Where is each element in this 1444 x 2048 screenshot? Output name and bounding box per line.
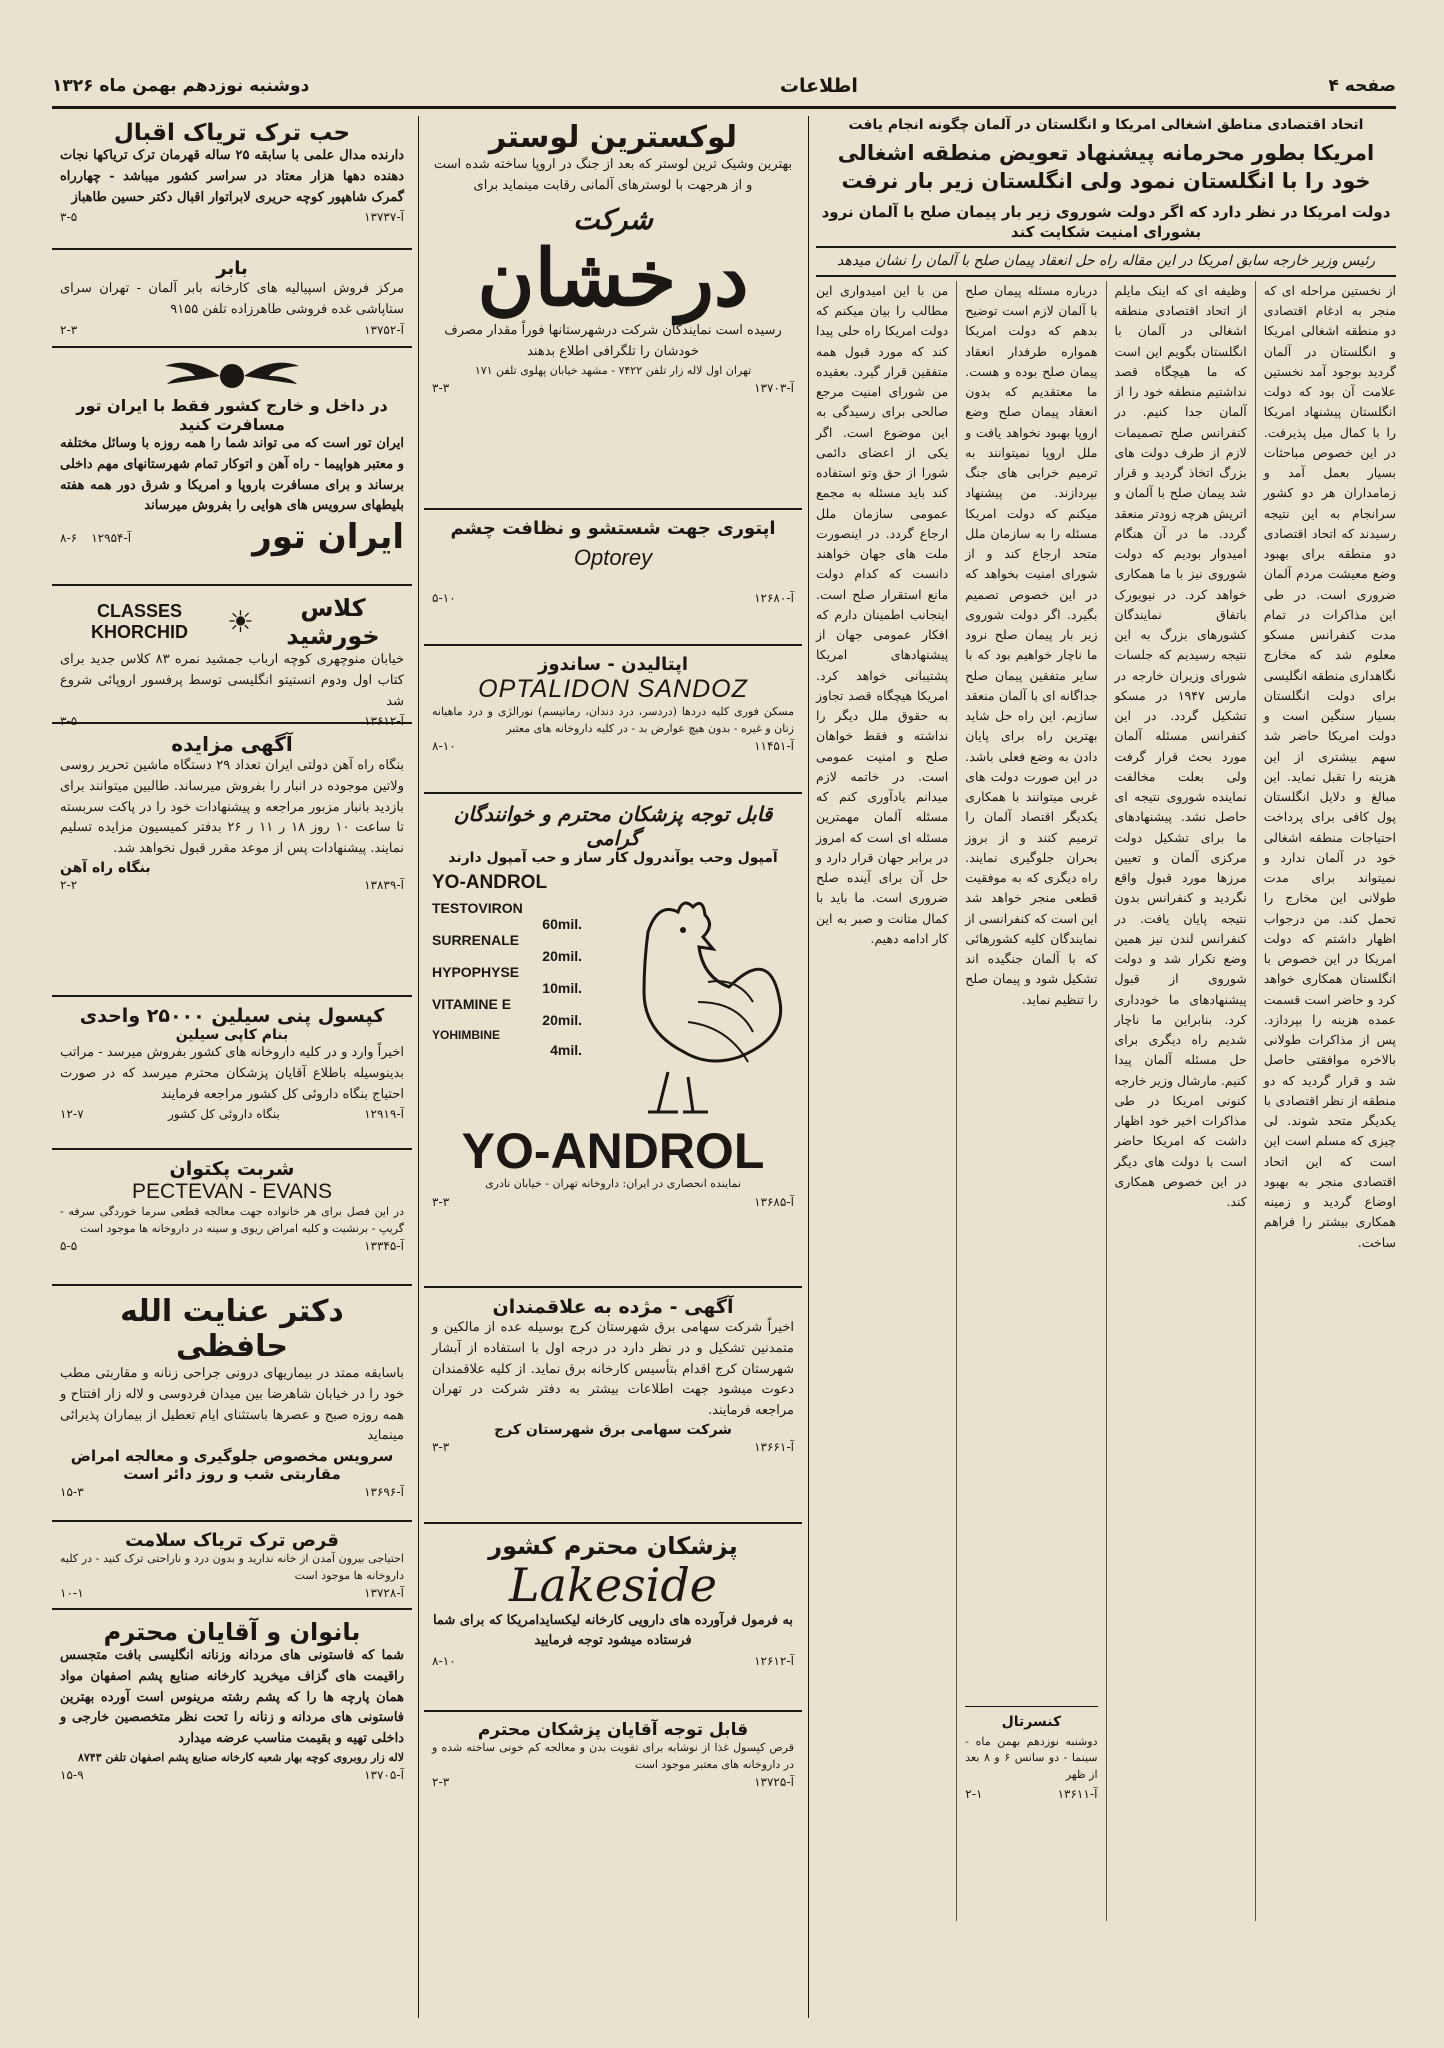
auction-title: آگهی مزایده	[171, 732, 293, 756]
divider	[816, 275, 1396, 277]
optorey-title: اپتوری جهت شستشو و نظافت چشم	[450, 518, 776, 539]
divider	[52, 248, 412, 250]
divider	[52, 1284, 412, 1286]
article-column-2: وظیفه ای که اینک مایلم از اتحاد اقتصادی منطقه اشغالی در آلمان با انگلستان بگویم این است که ما هیچگاه قصد نداشتیم منطقه خود را از آلمان جدا کنیم. در کنفرانس صلح تصمیمات لازم از طرف دولت های بزرگ اتخاذ گردید و قرار شد پیمان صلح با آلمان و اتریش هرچه زودتر منعقد گردد. ما در آن هنگام امیدوار بودیم که دولت شوروی نیز با ما همکاری خواهد کرد. در نیویورک باتفاق نمایندگان کشورهای بزرگ به این نتیجه رسیدیم که جلسات شورای وزیران خارجه در مارس ۱۹۴۷ در مسکو تشکیل گردد. در این کنفرانس مسئله آلمان مورد بحث قرار گرفت ولی بعلت مخالفت نماینده شوروی نتیجه ای حاصل نشد. پیشنهادهای ما برای تشکیل دولت مرکزی آلمان و تعیین مرزها مورد قبول واقع نگردید و کنفرانس بدون نتیجه پایان یافت. در کنفرانس لندن نیز همین وضع تکرار شد و دولت شوروی از قبول پیشنهادهای ما خودداری کرد. بنابراین ما ناچار شدیم راه دیگری برای حل مسئله آلمان پیدا کنیم. مارشال وزیر خارجه کنونی امریکا در طی مذاکرات اخیر خود اظهار داشت که امریکا حاضر است با دولت های دیگر در این خصوص همکاری کند.	[1114, 282, 1247, 1210]
ad-code-right: ۲-۳	[432, 1775, 450, 1789]
optalidon-body: مسکن فوری کلیه دردها (دردسر، درد دندان، رماتیسم) نورالژی و درد ماهیانه زنان و غیره - بدون هیچ عوارض بد - در کلیه داروخانه های معتبر	[432, 705, 794, 735]
concert-body: دوشنبه نوزدهم بهمن ماه - سینما - دو سانس ۶ و ۸ بعد از ظهر	[965, 1734, 1098, 1781]
salamat-body: احتیاجی بیرون آمدن از خانه ندارید و بدون درد و ناراحتی ترک کنید - در کلیه داروخانه ها موجود است	[60, 1552, 404, 1582]
doctor-service: سرویس مخصوص جلوگیری و معالجه امراض مقاربتی شب و روز دائر است	[70, 1447, 394, 1484]
article-headline: امریکا بطور محرمانه پیشنهاد تعویض منطقه اشغالی خود را با انگلستان نمود ولی انگلستان زیر بار نرفت	[837, 140, 1375, 194]
eqbal-title: حب ترک تریاک اقبال	[113, 120, 351, 146]
column-separator	[1255, 281, 1256, 1921]
luster-title: لوکسترین لوستر	[488, 120, 738, 155]
penicillin-ad	[52, 1001, 412, 1144]
ad-code-right: ۳-۵	[60, 210, 78, 225]
wool-address: لاله زار روبروی کوچه بهار شعبه کارخانه صنایع پشم اصفهان تلفن ۸۷۴۳	[77, 1750, 404, 1764]
ad-code-left: آ-۱۳۶۱۱	[1057, 1787, 1098, 1802]
ad-code-left: آ-۱۲۹۵۴	[91, 531, 132, 546]
divider	[52, 584, 412, 586]
pectevan-ad	[52, 1154, 412, 1280]
rooster-illustration	[588, 872, 788, 1122]
salamat-pill-ad	[52, 1526, 412, 1604]
ingredient-3-dose: 10mil.	[542, 980, 582, 996]
wool-code	[60, 1768, 404, 1782]
ad-code-right: ۳-۳	[432, 381, 450, 396]
divider	[424, 508, 802, 510]
optalidon-title: اپتالیدن - ساندوز	[537, 654, 689, 675]
ad-code-left: آ-۱۲۶۱۲	[754, 1654, 794, 1669]
concert-title: کنسرتال	[1001, 1713, 1062, 1730]
divider	[424, 1286, 802, 1288]
yo-androl-code	[432, 1195, 794, 1209]
optalidon-code	[432, 739, 794, 753]
physicians-ad	[424, 1716, 802, 1834]
babr-code	[60, 323, 404, 337]
ad-code-right: ۲-۲	[60, 877, 78, 892]
ingredient-4-dose: 20mil.	[542, 1012, 582, 1028]
column-rule-left	[418, 116, 419, 2018]
ad-code-left: آ-۱۱۴۵۱	[754, 739, 794, 753]
auction-signature: بنگاه راه آهن	[60, 859, 151, 876]
eqbal-opium-ad	[52, 116, 412, 244]
iran-tour-code	[60, 531, 131, 545]
concert-code	[965, 1785, 1097, 1804]
ingredient-2-dose: 20mil.	[542, 948, 582, 964]
penicillin-signature: بنگاه داروئی کل کشور	[167, 1107, 280, 1122]
article-column-3-text: درباره مسئله پیمان صلح با آلمان لازم است توضیح بدهم که دولت امریکا همواره طرفدار انعقاد پیمان صلح بوده و هست. ما معتقدیم که بدون انعقاد پیمان صلح وضع اروپا بهبود نخواهد یافت و ملل اروپا نمیتوانند به ترمیم خرابی های جنگ بپردازند. من پیشنهاد میکنم که دولت امریکا مسئله را به سازمان ملل متحد ارجاع کند و از شورای امنیت بخواهد که در این خصوص تصمیم بگیرد. اگر دولت شوروی زیر بار پیمان صلح نرود ما ناچار خواهیم بود که با سایر متفقین پیمان صلح جداگانه ای با آلمان منعقد سازیم. این راه حل شاید بهترین راه برای پایان دادن به وضع فعلی باشد. در این صورت دولت های غربی میتوانند با همکاری یکدیگر اقتصاد آلمان را ترمیم کنند و از بروز بحران جلوگیری نمایند. راه دیگری که به موفقیت قطعی منجر خواهد شد این است که کنفرانسی از نمایندگان کلیه کشورهائی که با آلمان جنگیده اند تشکیل شود و پیمان صلح را تنظیم نماید.	[965, 282, 1098, 1007]
lakeside-code	[432, 1654, 794, 1668]
ad-code-left: آ-۱۳۷۰۵	[364, 1768, 404, 1783]
divider	[424, 1522, 802, 1524]
yo-androl-product	[432, 872, 794, 1122]
wool-body: شما که فاستونی های مردانه وزنانه انگلیسی بافت متجسس راقیمت های گزاف میخرید کارخانه صنایع پشم اصفهان مواد همان پارچه ها را که پشم رشته مرینوس است آورده بهترین فاستونی های مردانه و زنانه را تحت نظر متخصصین خارجی و داخلی تهیه و بقیمت مناسب عرضه میدارد	[60, 1648, 404, 1747]
penicillin-code	[60, 1107, 404, 1121]
yo-androl-ad	[424, 798, 802, 1282]
iran-tour-brand: ایران تور	[252, 517, 404, 558]
lakeside-brand: Lakeside	[508, 1558, 718, 1612]
divider	[52, 1520, 412, 1522]
ad-code-right: ۳-۵	[60, 714, 78, 729]
wool-factory-ad	[52, 1614, 412, 1837]
ad-code-left: آ-۱۳۷۰۳	[754, 381, 794, 396]
optorey-latin: Optorey	[573, 545, 653, 570]
ingredient-2: SURRENALE	[432, 932, 520, 948]
iran-tour-title: در داخل و خارج کشور فقط با ایران تور مسافرت کنید	[76, 396, 388, 434]
physicians-title: قابل توجه آقایان پزشکان محترم	[477, 1720, 749, 1740]
ingredient-1: TESTOVIRON	[432, 900, 523, 916]
company-address: تهران اول لاله زار تلفن ۷۴۲۲ - مشهد خیابان پهلوی تلفن ۱۷۱	[474, 363, 752, 377]
ingredient-4: VITAMINE E	[432, 996, 512, 1012]
article-subhead-2: رئیس وزیر خارجه سابق امریکا در این مقاله راه حل انعقاد پیمان صلح با آلمان را نشان میدهد	[836, 253, 1376, 270]
notice-title: آگهی - مژده به علاقمندان	[492, 1296, 734, 1318]
ad-code-right: ۲-۱	[965, 1787, 983, 1802]
salamat-title: قرص ترک تریاک سلامت	[125, 1530, 339, 1551]
left-ads-column	[52, 116, 412, 2018]
babr-body: مرکز فروش اسپیالیه های کارخانه بابر آلمان - تهران سرای ستاپاشی غده فروشی طاهرزاده تلفن ۹۱۵۵	[60, 281, 404, 317]
khorshid-latin: CLASSES KHORCHID	[91, 601, 189, 642]
ad-code-left: آ-۱۳۶۹۶	[364, 1485, 404, 1500]
ad-code-left: آ-۱۲۹۱۹	[364, 1107, 404, 1122]
physicians-code	[432, 1775, 794, 1789]
ad-code-right: ۸-۶	[60, 531, 78, 546]
company-body: رسیده است نمایندگان شرکت درشهرستانها فوراً مقدار مصرف خودشان را تلگرافی اطلاع بدهند	[444, 323, 782, 360]
ad-code-left: آ-۱۳۷۳۷	[364, 210, 404, 225]
concert-box	[965, 1706, 1097, 1921]
doctor-name: دکتر عنایت الله حافظی	[120, 1294, 344, 1364]
divider	[816, 246, 1396, 248]
yo-androl-footer: نماینده انحصاری در ایران: داروخانه تهران - خیابان نادری	[485, 1177, 741, 1190]
yo-androl-title: قابل توجه پزشکان محترم و خوانندگان گرامی	[453, 802, 773, 850]
optorey-ad	[424, 514, 802, 640]
iran-tour-body: ایران تور است که می تواند شما را همه روزه با وسائل مختلفه و معتبر هواپیما - راه آهن و اتوکار تمام شهرستانهای مهم داخلی برساند و برای مسافرت باروپا و امریکا و شرق دور همه هفته بلیطهای سرویس های هوایی را بفروش میرساند	[60, 436, 404, 514]
ad-code-left: آ-۱۲۶۸۰	[754, 591, 794, 605]
divider	[52, 995, 412, 997]
article-subhead: دولت امریکا در نظر دارد که اگر دولت شوروی زیر بار پیمان صلح با آلمان نرود بشورای امنیت شکایت کند	[821, 202, 1391, 241]
company-code	[432, 381, 794, 395]
notice-signature: شرکت سهامی برق شهرستان کرج	[494, 1421, 732, 1438]
ad-code-right: ۸-۱۰	[432, 739, 456, 753]
main-article	[816, 116, 1396, 2018]
auction-code	[60, 878, 404, 892]
sun-icon: ☀	[227, 604, 254, 640]
doctor-code	[60, 1485, 404, 1499]
auction-notice	[52, 728, 412, 991]
ad-code-left: آ-۱۳۳۴۵	[364, 1239, 404, 1253]
lakeside-title: پزشکان محترم کشور	[488, 1532, 738, 1560]
khorshid-title: کلاس خورشید	[286, 594, 380, 650]
physicians-body: قرص کپسول غذا از نوشابه برای تقویت بدن و معالجه کم خونی ساخته شده و در داروخانه های معتبر موجود است	[432, 1741, 794, 1771]
article-column-1: از نخستین مراحله ای که منجر به ادغام اقتصادی دو منطقه اشغالی امریکا و انگلستان در آلمان گردید بوجود آمد نخستین علامت آن بود که دولت انگلستان پیشنهاد امریکا را با کمال میل پذیرفت. در این خصوص مباحثات بسیار بعمل آمد و زمامداران هر دو کشور سرانجام به این نتیجه رسیدند که اتحاد اقتصادی دو منطقه برای بهبود وضع معیشت مردم آلمان ضروری است. در طی این مذاکرات در تمام مدت کنفرانس مسکو معلوم شد که مخارج نگاهداری منطقه انگلیسی برای دولت انگلستان بسیار سنگین است و دولت امریکا حاضر شد سهم بیشتری از این هزینه را تقبل نماید. این مبالغ و دلایل انگلستان پول کافی برای پرداخت احتیاجات منطقه اشغالی خود در آلمان ندارد و نمیتواند برای مدت طولانی این مخارج را تحمل کند. من درجواب اظهار داشتم که دولت امریکا در این خصوص با انگلستان همکاری خواهد کرد و حاضر است قسمت عمده هزینه را بپردازد. پس از مذاکرات طولانی بالاخره موافقتی حاصل شد و قرار گردید که دو منطقه از نظر اقتصادی با یکدیگر متحد شوند. لی چیزی که مسلم است این است که این اتحاد اقتصادی منجر به بهبود اوضاع گردید و زمینه همکاری بیشتر را فراهم ساخت.	[1263, 282, 1396, 1250]
divider	[52, 722, 412, 724]
iran-tour-ad	[52, 352, 412, 580]
pectevan-title: شربت پکتوان	[169, 1158, 295, 1180]
eqbal-code	[60, 210, 404, 224]
pectevan-latin: PECTEVAN - EVANS	[132, 1180, 332, 1203]
column-rule-middle	[808, 116, 809, 2018]
optalidon-latin: OPTALIDON SANDOZ	[478, 675, 748, 703]
eqbal-body: دارنده مدال علمی با سابقه ۲۵ ساله قهرمان ترک تریاکها نجات دهنده دهها هزار معتاد در سراسر کشور میباشد - چهارراه گمرک شاهپور کوچه حریری لابراتوار اقبال دکتر حسین طاهباز	[60, 148, 404, 205]
yo-androl-subtitle: آمپول وحب یوآندرول کار ساز و حب آمپول دارند	[448, 850, 778, 866]
column-separator	[956, 281, 957, 1921]
ad-code-left: آ-۱۳۷۵۲	[364, 322, 404, 337]
divider	[52, 1148, 412, 1150]
page-number: صفحه ۴	[1328, 76, 1396, 96]
company-label: شرکت	[573, 202, 653, 236]
optalidon-ad	[424, 650, 802, 788]
yo-androl-brand: YO-ANDROL	[432, 872, 548, 893]
ad-code-left: آ-۱۳۶۶۱	[754, 1439, 794, 1454]
ad-code-right: ۱۵-۳	[60, 1485, 84, 1500]
notice-code	[432, 1440, 794, 1454]
penicillin-body: اخیراً وارد و در کلیه داروخانه های کشور بفروش میرسد - مراتب بدینوسیله باطلاع آقایان پزشکان محترم میرسد که در صورت احتیاج بنگاه داروئی کل کشور مراجعه فرمایند	[60, 1045, 404, 1102]
divider	[52, 346, 412, 348]
doctor-body: باسابقه ممتد در بیماریهای درونی جراحی زنانه و مقاربتی مطب خود را در خیابان شاهرضا بین میدان فردوسی و لاله زار افتتاح و همه روزه صبح و عصرها باستثنای ایام تعطیل از بیماران پذیرائی مینماید	[60, 1366, 404, 1444]
ad-code-left: آ-۱۳۸۳۹	[364, 877, 404, 892]
iran-tour-footer	[60, 517, 404, 557]
divider	[52, 1608, 412, 1610]
column-separator	[1106, 281, 1107, 1921]
article-kicker: اتحاد اقتصادی مناطق اشغالی امریکا و انگلستان در آلمان چگونه انجام یافت	[848, 117, 1364, 133]
ad-code-right: ۳-۳	[432, 1439, 450, 1454]
ad-code-left: آ-۱۳۷۲۵	[754, 1775, 794, 1789]
khorshid-class-ad	[52, 590, 412, 729]
article-column-3	[965, 281, 1097, 1921]
divider	[424, 644, 802, 646]
luster-ad	[424, 116, 802, 504]
divider	[424, 792, 802, 794]
middle-ads-column	[424, 116, 802, 2018]
electric-company-notice	[424, 1292, 802, 1518]
pectevan-code	[60, 1239, 404, 1253]
babr-title: بابر	[216, 258, 248, 279]
company-logo-text: درخشان	[477, 232, 749, 324]
auction-body: بنگاه راه آهن دولتی ایران تعداد ۲۹ دستگاه ماشین تحریر روسی ولاتین موجوده در انبار را بفروش میرساند. طالبین میتوانند برای بازدید بانبار مزبور مراجعه و پیشنهادات خود را در پاکت سربسته تا ساعت ۱۰ روز ۱۸ ر ۱۱ ر ۲۶ بدفتر کمیسیون مزایده تسلیم نمایند. پیشنهادات پس از موعد مقرر قبول نخواهد شد.	[60, 758, 405, 857]
newspaper-name: اطلاعات	[779, 75, 858, 97]
divider	[424, 1710, 802, 1712]
babr-ad	[52, 254, 412, 342]
ad-code-right: ۱۰-۱	[60, 1586, 84, 1600]
masthead	[52, 66, 1396, 109]
khorshid-header	[60, 594, 404, 650]
ingredient-list	[432, 872, 582, 1122]
ingredient-3: HYPOPHYSE	[432, 964, 520, 980]
ingredient-1-dose: 60mil.	[542, 916, 582, 932]
doctor-hafezi-ad	[52, 1290, 412, 1516]
ad-code-left: آ-۱۳۶۱۲	[364, 714, 404, 729]
penicillin-subtitle: بنام کاپی سیلین	[175, 1027, 289, 1043]
ad-code-left: آ-۱۳۷۲۸	[364, 1586, 404, 1600]
lakeside-ad	[424, 1528, 802, 1706]
ad-code-right: ۵-۵	[60, 1239, 78, 1253]
ad-code-right: ۳-۳	[432, 1194, 450, 1209]
ad-code-right: ۸-۱۰	[432, 1654, 456, 1669]
khorshid-body: خیابان منوچهری کوچه ارباب جمشید نمره ۸۳ کلاس جدید برای کتاب اول ودوم انستیتو انگلیسی توسط پرفسور اروپائی شروع شد	[60, 652, 405, 709]
notice-body: اخیراً شرکت سهامی برق شهرستان کرج بوسیله عده از مالکین و متمدنین تشکیل و در نظر دارد در درجه اول با استفاده از آبشار شهرستان کرج اقدام بتأسیس کارخانه برق نماید. از کلیه علاقمندان دعوت میشود جهت اطلاعات بیشتر به دفتر شرکت در تهران مراجعه فرمایند.	[432, 1320, 794, 1419]
yo-androl-brand-large: YO-ANDROL	[461, 1123, 765, 1179]
ad-code-left: آ-۱۳۶۸۵	[754, 1194, 794, 1209]
ad-code-right: ۱۲-۷	[60, 1107, 84, 1122]
issue-date: دوشنبه نوزدهم بهمن ماه ۱۳۲۶	[52, 76, 310, 96]
optorey-code	[432, 591, 794, 605]
penicillin-title: کپسول پنی سیلین ۲۵۰۰۰ واحدی	[79, 1005, 385, 1027]
ad-code-right: ۱۵-۹	[60, 1768, 84, 1783]
ingredient-5: YOHIMBINE	[432, 1028, 501, 1042]
article-column-4: من با این امیدواری این مطالب را بیان میکنم که دولت امریکا راه حلی پیدا کند که مورد قبول همه متفقین قرار گیرد. بعقیده من شورای امنیت مرجع صالحی برای رسیدگی به این موضوع است. اگر یکی از اعضای دائمی شورا از حق وتو استفاده کند باید مسئله به مجمع عمومی سازمان ملل ارجاع گردد. در اینصورت ملت های جهان خواهند دانست که کدام دولت مانع استقرار صلح است. اینجانب اطمینان دارم که افکار عمومی جهان از پیشنهادهای امریکا پشتیبانی خواهد کرد. امریکا هیچگاه قصد تجاوز به حقوق ملل دیگر را نداشته و فقط خواهان صلح و امنیت عمومی است. در خاتمه لازم میدانم یادآوری کنم که مسئله آلمان مهمترین مسئله ای است که امروز در برابر جهان قرار دارد و حل آن برای آینده صلح ضروری است. ما باید با کمال متانت و صبر به این کار ادامه دهیم.	[816, 282, 949, 946]
ingredient-5-dose: 4mil.	[550, 1042, 582, 1058]
pectevan-body: در این فصل برای هر خانواده جهت معالجه قطعی سرما خوردگی سرفه - گریپ - برنشیت و کلیه امراض ریوی و سینه در داروخانه ها موجود است	[60, 1205, 404, 1235]
lakeside-body: به فرمول فرآورده های دارویی کارخانه لیکسایدامریکا که برای شما فرستاده میشود توجه فرمایید	[432, 1612, 794, 1649]
article-body	[816, 281, 1396, 1921]
salamat-code	[60, 1586, 404, 1600]
wool-title: بانوان و آقایان محترم	[103, 1618, 361, 1646]
ad-code-right: ۲-۳	[60, 322, 78, 337]
luster-body: بهترین وشیک ترین لوستر که بعد از جنگ در اروپا ساخته شده است و از هرجهت با لوسترهای آلمانی رقابت مینماید برای	[433, 157, 793, 193]
winged-logo-icon	[162, 356, 302, 396]
ad-code-right: ۵-۱۰	[432, 591, 456, 605]
